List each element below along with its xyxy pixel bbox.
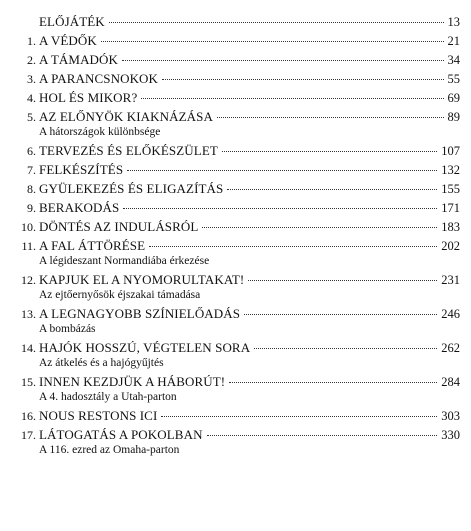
chapter-number: 10. <box>21 220 36 234</box>
chapter-title: A LEGNAGYOBB SZÍNIELŐADÁS <box>39 306 241 321</box>
toc-entry[interactable] <box>14 179 460 198</box>
table-of-contents <box>14 12 460 459</box>
chapter-number: 11. <box>21 239 36 253</box>
chapter-subtitle: A hátországok különbsége <box>39 126 161 138</box>
page-number: 13 <box>447 15 460 29</box>
toc-entry[interactable] <box>14 270 460 304</box>
page-number: 155 <box>441 182 460 196</box>
chapter-number: 2. <box>27 53 36 67</box>
toc-line <box>14 372 460 391</box>
page-number: 284 <box>441 375 460 389</box>
chapter-title: FELKÉSZÍTÉS <box>39 162 124 177</box>
toc-entry[interactable] <box>14 69 460 88</box>
page-number: 107 <box>441 144 460 158</box>
toc-entry[interactable] <box>14 425 460 459</box>
chapter-number: 14. <box>21 341 36 355</box>
chapter-title: TERVEZÉS ÉS ELŐKÉSZÜLET <box>39 143 218 158</box>
chapter-title: KAPJUK EL A NYOMORULTAKAT! <box>39 272 245 287</box>
chapter-title: ELŐJÁTÉK <box>39 14 105 29</box>
chapter-title: DÖNTÉS AZ INDULÁSRÓL <box>39 219 199 234</box>
page-number: 171 <box>441 201 460 215</box>
toc-entry[interactable] <box>14 31 460 50</box>
dot-leader <box>244 314 437 315</box>
chapter-title: LÁTOGATÁS A POKOLBAN <box>39 427 203 442</box>
page-number: 21 <box>447 34 460 48</box>
chapter-title: GYÜLEKEZÉS ÉS ELIGAZÍTÁS <box>39 181 224 196</box>
toc-line <box>14 270 460 289</box>
toc-line <box>14 236 460 255</box>
dot-leader <box>217 117 444 118</box>
dot-leader <box>149 246 437 247</box>
toc-line <box>14 179 460 198</box>
toc-entry[interactable] <box>14 160 460 179</box>
chapter-title: INNEN KEZDJÜK A HÁBORÚT! <box>39 374 226 389</box>
chapter-number: 9. <box>27 201 36 215</box>
toc-entry[interactable] <box>14 304 460 338</box>
dot-leader <box>222 151 437 152</box>
toc-line <box>14 88 460 107</box>
chapter-title: HAJÓK HOSSZÚ, VÉGTELEN SORA <box>39 340 251 355</box>
toc-line <box>14 12 460 31</box>
chapter-number: 12. <box>21 273 36 287</box>
page-number: 69 <box>447 91 460 105</box>
dot-leader <box>141 98 443 99</box>
chapter-number: 13. <box>21 307 36 321</box>
toc-line <box>14 141 460 160</box>
chapter-subtitle: A bombázás <box>39 323 96 335</box>
toc-line <box>14 160 460 179</box>
chapter-subtitle: Az ejtőernyősök éjszakai támadása <box>39 289 201 301</box>
toc-entry[interactable] <box>14 12 460 31</box>
toc-entry[interactable] <box>14 217 460 236</box>
dot-leader <box>122 60 443 61</box>
toc-entry[interactable] <box>14 107 460 141</box>
toc-entry[interactable] <box>14 50 460 69</box>
chapter-number: 1. <box>27 34 36 48</box>
chapter-title: HOL ÉS MIKOR? <box>39 90 138 105</box>
page-number: 34 <box>447 53 460 67</box>
chapter-title: BERAKODÁS <box>39 200 120 215</box>
dot-leader <box>109 22 444 23</box>
toc-line <box>14 69 460 88</box>
toc-line <box>14 406 460 425</box>
toc-line <box>14 31 460 50</box>
chapter-number: 5. <box>27 110 36 124</box>
chapter-number: 3. <box>27 72 36 86</box>
chapter-title: A FAL ÁTTÖRÉSE <box>39 238 146 253</box>
dot-leader <box>123 208 437 209</box>
page-number: 246 <box>441 307 460 321</box>
toc-entry[interactable] <box>14 406 460 425</box>
chapter-title: AZ ELŐNYÖK KIAKNÁZÁSA <box>39 109 213 124</box>
page-number: 55 <box>447 72 460 86</box>
chapter-title: A VÉDŐK <box>39 33 97 48</box>
chapter-subtitle: A légideszant Normandiába érkezése <box>39 255 210 267</box>
dot-leader <box>162 79 443 80</box>
chapter-number: 15. <box>21 375 36 389</box>
chapter-number: 17. <box>21 428 36 442</box>
page-number: 132 <box>441 163 460 177</box>
toc-entry[interactable] <box>14 236 460 270</box>
toc-line <box>14 50 460 69</box>
page-number: 231 <box>441 273 460 287</box>
dot-leader <box>101 41 444 42</box>
page-number: 183 <box>441 220 460 234</box>
dot-leader <box>207 435 438 436</box>
dot-leader <box>127 170 437 171</box>
page-number: 303 <box>441 409 460 423</box>
chapter-number: 8. <box>27 182 36 196</box>
dot-leader <box>161 416 437 417</box>
chapter-subtitle: Az átkelés és a hajógyűjtés <box>39 357 164 369</box>
toc-line <box>14 107 460 126</box>
toc-line <box>14 304 460 323</box>
chapter-title: NOUS RESTONS ICI <box>39 408 158 423</box>
dot-leader <box>229 382 437 383</box>
page-number: 262 <box>441 341 460 355</box>
chapter-number: 16. <box>21 409 36 423</box>
chapter-number: 4. <box>27 91 36 105</box>
page-number: 89 <box>447 110 460 124</box>
chapter-subtitle: A 116. ezred az Omaha-parton <box>39 444 180 456</box>
dot-leader <box>227 189 437 190</box>
toc-entry[interactable] <box>14 338 460 372</box>
chapter-number: 7. <box>27 163 36 177</box>
toc-entry[interactable] <box>14 198 460 217</box>
chapter-title: A TÁMADÓK <box>39 52 119 67</box>
toc-line <box>14 425 460 444</box>
toc-entry[interactable] <box>14 88 460 107</box>
toc-line <box>14 217 460 236</box>
chapter-subtitle: A 4. hadosztály a Utah-parton <box>39 391 177 403</box>
toc-entry[interactable] <box>14 141 460 160</box>
dot-leader <box>254 348 437 349</box>
toc-entry[interactable] <box>14 372 460 406</box>
toc-line <box>14 198 460 217</box>
chapter-number: 6. <box>27 144 36 158</box>
page-number: 202 <box>441 239 460 253</box>
page-number: 330 <box>441 428 460 442</box>
dot-leader <box>248 280 437 281</box>
dot-leader <box>202 227 437 228</box>
chapter-title: A PARANCSNOKOK <box>39 71 159 86</box>
toc-line <box>14 338 460 357</box>
